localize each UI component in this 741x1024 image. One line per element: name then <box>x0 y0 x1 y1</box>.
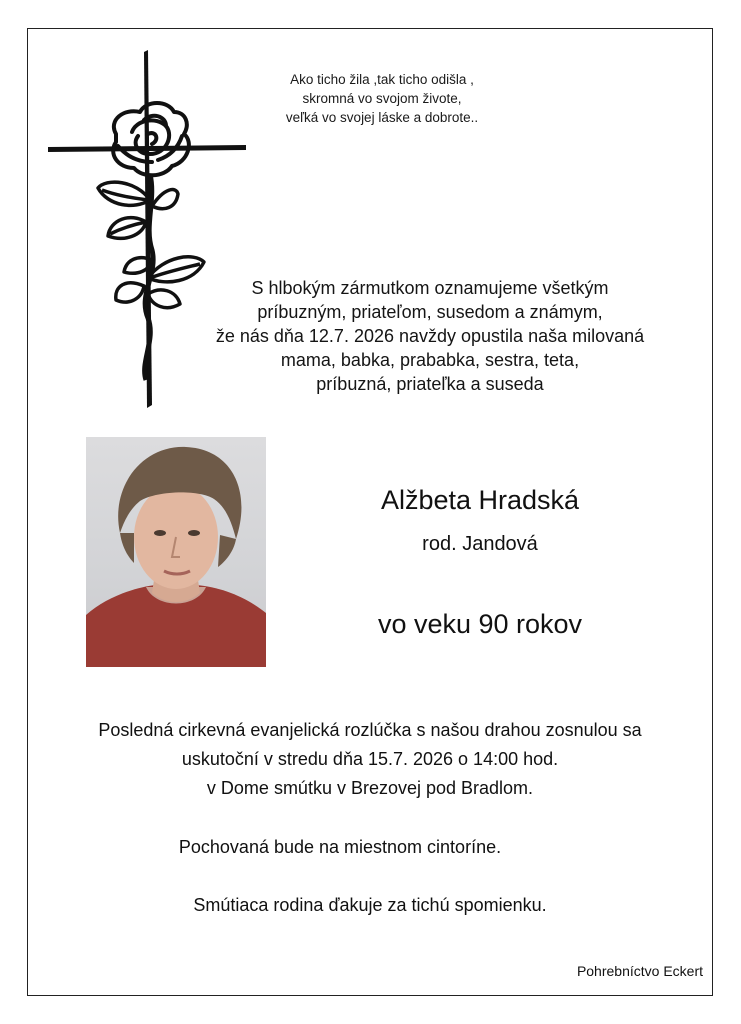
ceremony-line: Posledná cirkevná evanjelická rozlúčka s našou drahou zosnulou sa <box>98 720 642 740</box>
announcement-line: mama, babka, prababka, sestra, teta, <box>280 350 580 370</box>
age-line: vo veku 90 rokov <box>377 609 583 639</box>
memorial-poem <box>262 70 502 127</box>
announcement-line: S hlbokým zármutkom oznamujeme všetkým <box>251 278 609 298</box>
poem-line: skromná vo svojom živote, <box>302 91 462 106</box>
funeral-home-name: Pohrebníctvo Eckert <box>576 963 703 979</box>
family-thanks: Smútiaca rodina ďakuje za tichú spomienku. <box>193 895 547 915</box>
portrait-photo <box>86 437 266 667</box>
poem-line: veľká vo svojej láske a dobrote.. <box>285 110 479 125</box>
ceremony-line: v Dome smútku v Brezovej pod Bradlom. <box>206 778 534 798</box>
announcement-line: príbuzná, priateľka a suseda <box>316 374 544 394</box>
deceased-name: Alžbeta Hradská <box>380 485 580 515</box>
announcement-line: príbuzným, priateľom, susedom a známym, <box>257 302 603 322</box>
ceremony-info <box>60 716 680 803</box>
ceremony-line: uskutoční v stredu dňa 15.7. 2026 o 14:00 hod. <box>181 749 559 769</box>
poem-line: Ako ticho žila ,tak ticho odišla , <box>290 72 474 87</box>
announcement-line: že nás dňa 12.7. 2026 navždy opustila naša milovaná <box>215 326 645 346</box>
death-announcement <box>170 276 690 396</box>
burial-info: Pochovaná bude na miestnom cintoríne. <box>178 837 502 857</box>
maiden-name: rod. Jandová <box>422 533 538 555</box>
